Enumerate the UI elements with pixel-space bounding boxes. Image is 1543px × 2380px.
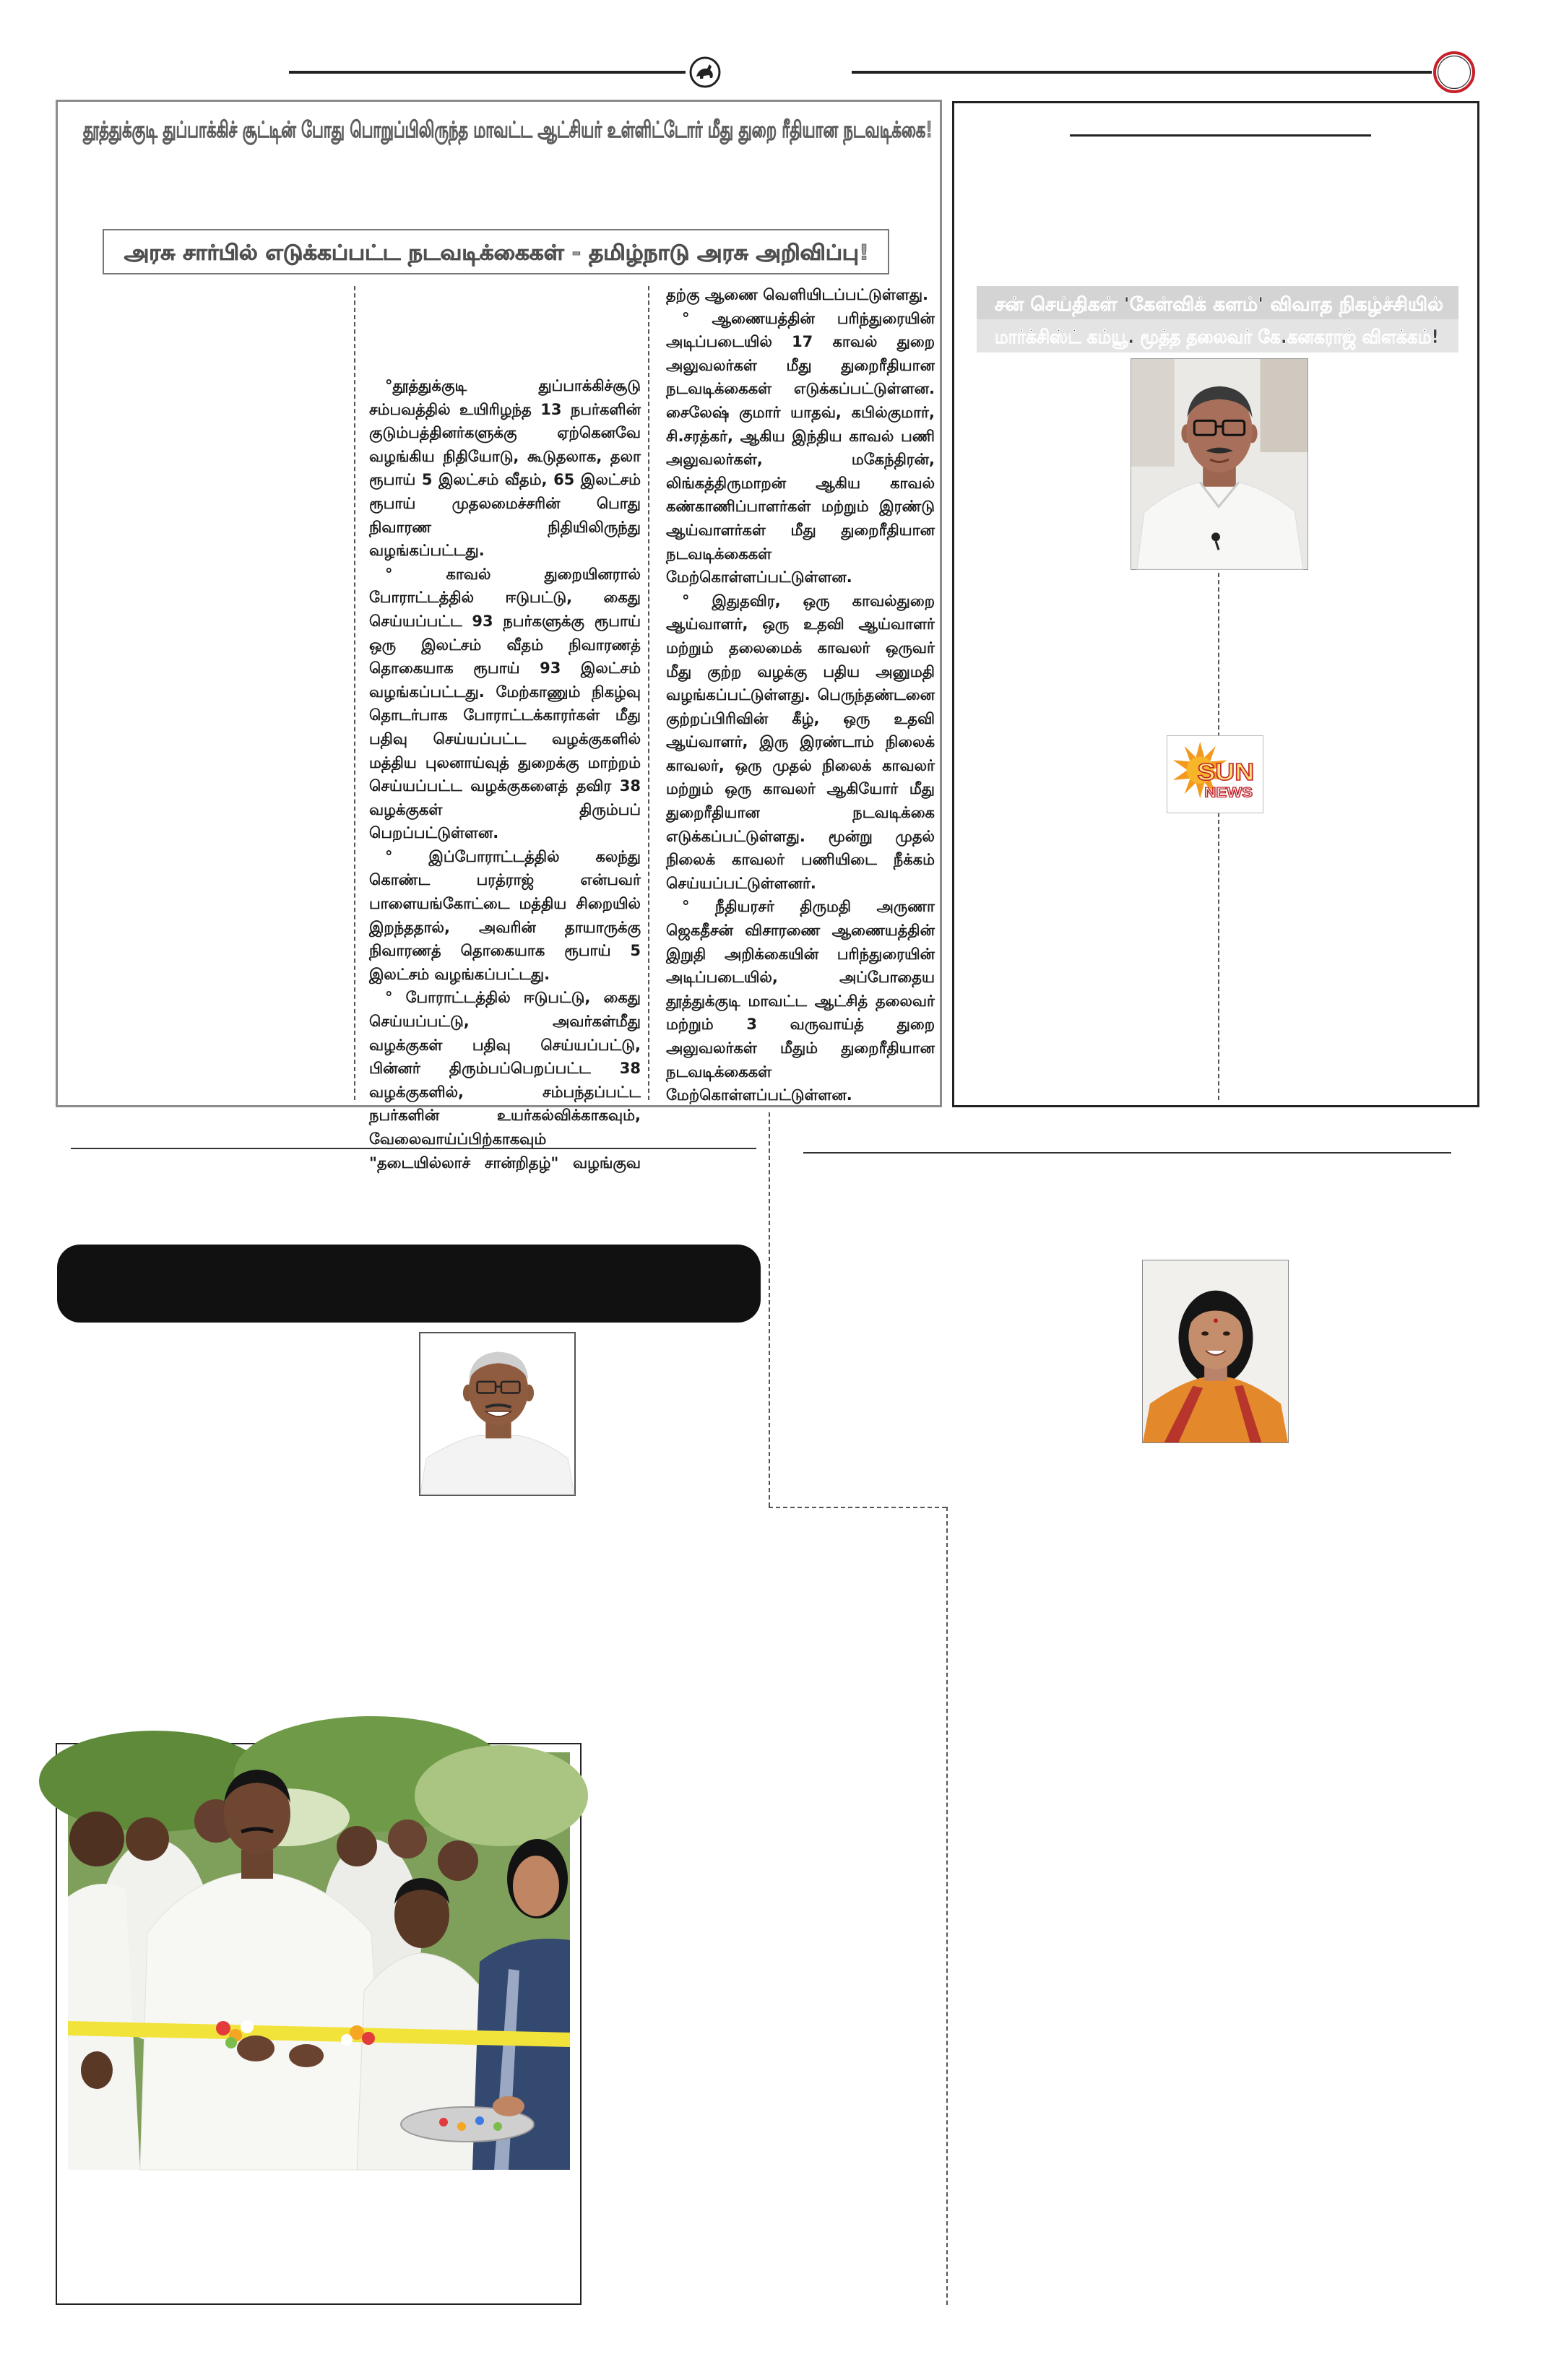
lead-headline xyxy=(81,112,1334,145)
section-rule-right xyxy=(803,1152,1451,1154)
article-paragraph: ° போராட்டத்தில் ஈடுபட்டு, கைது செய்யப்பட்டு, அவர்கள்மீது வழக்குகள் பதிவு செய்யப்பட்டு, பின்னர் திரும்பப்பெறப்பட்ட 38 வழக்குகளில், சம்பந்தப்பட்ட நபர்களின் உயர்கல்விக்காகவும், வேலைவாய்ப்பிற்காகவும் "தடையில்லாச் சான்றிதழ்" வழங்குவ xyxy=(369,989,641,1172)
column-divider xyxy=(354,286,355,1100)
article-paragraph: ° இதுதவிர, ஒரு காவல்துறை ஆய்வாளர், ஒரு உதவி ஆய்வாளர் மற்றும் தலைமைக் காவலர் ஒருவர் மீது குற்ற வழக்கு பதிய அனுமதி வழங்கப்பட்டுள்ளது. பெருந்தண்டனை குற்றப்பிரிவின் கீழ், ஒரு உதவி ஆய்வாளர், இரு இரண்டாம் நிலைக் காவலர், ஒரு முதல் நிலைக் காவலர் மற்றும் ஒரு காவலர் ஆகியோர் மீது துறைரீதியான நடவடிக்கை எடுக்கப்பட்டுள்ளது. மூன்று முதல் நிலைக் காவலர் பணியிடை நீக்கம் செய்யப்பட்டுள்ளனர். xyxy=(666,592,935,892)
lead-story-column-3 xyxy=(666,283,935,1104)
column-divider xyxy=(769,1507,946,1508)
speaker-photo xyxy=(1131,358,1308,570)
article-paragraph: ° ஆணையத்தின் பரிந்துரையின் அடிப்படையில் 17 காவல் துறை அலுவலர்கள் மீது துறைரீதியான நடவடிக்கைகள் எடுக்கப்பட்டுள்ளன. சைலேஷ் குமார் யாதவ், கபில்குமார், சி.சரத்கர், ஆகிய இந்திய காவல் பணி அலுவலர்கள், மகேந்திரன், லிங்கத்திருமாறன் ஆகிய காவல் கண்காணிப்பாளர்கள் மற்றும் இரண்டு ஆய்வாளர்கள் மீது துறைரீதியான நடவடிக்கைகள் மேற்கொள்ளப்பட்டுள்ளன. xyxy=(666,309,935,587)
logo-line-2: NEWS xyxy=(1204,784,1253,801)
article-paragraph: ° காவல் துறையினரால் போராட்டத்தில் ஈடுபட்டு, கைது செய்யப்பட்ட 93 நபர்களுக்கு ரூபாய் ஒரு இலட்சம் வீதம் நிவாரணத் தொகையாக ரூபாய் 93 இலட்சம் வழங்கப்பட்டது. மேற்காணும் நிகழ்வு தொடர்பாக போராட்டக்காரர்கள் மீது பதிவு செய்யப்பட்ட வழக்குகளில் மத்திய புலனாய்வுத் துறைக்கு மாற்றம் செய்யப்பட்ட வழக்குகளைத் தவிர 38 வழக்குகள் திரும்பப் பெறப்பட்டுள்ளன. xyxy=(369,565,641,842)
sidebar-top-rule xyxy=(1070,134,1371,137)
column-divider xyxy=(648,286,649,1100)
person-photo xyxy=(419,1332,576,1496)
column-divider xyxy=(1218,573,1219,1100)
person-photo xyxy=(1142,1260,1289,1443)
banner-line-2: மார்க்சிஸ்ட் கம்யூ. மூத்த தலைவர் கே.கனகராஜ் விளக்கம்! xyxy=(995,326,1492,348)
lead-subheading-box xyxy=(103,229,889,274)
logo-line-1: SUN xyxy=(1197,758,1255,786)
column-divider xyxy=(769,1112,770,1507)
circle-icon xyxy=(1432,51,1476,94)
article-paragraph: °தூத்துக்குடி துப்பாக்கிச்சூடு சம்பவத்தில் உயிரிழந்த 13 நபர்களின் குடும்பத்தினர்களுக்கு ஏற்கெனவே வழங்கிய நிதியோடு, கூடுதலாக, தலா ரூபாய் 5 இலட்சம் வீதம், 65 இலட்சம் ரூபாய் முதலமைச்சரின் பொது நிவாரண நிதியிலிருந்து வழங்கப்பட்டது. xyxy=(369,377,641,560)
masthead-rule-left xyxy=(289,71,686,74)
column-divider xyxy=(946,1507,948,2305)
masthead-emblem-icon xyxy=(688,56,722,89)
lead-story-column-2 xyxy=(369,374,641,1172)
article-paragraph: ° இப்போராட்டத்தில் கலந்து கொண்ட பரத்ராஜ் என்பவர் பாளையங்கோட்டை மத்திய சிறையில் இறந்ததால், அவரின் தாயாருக்கு நிவாரணத் தொகையாக ரூபாய் 5 இலட்சம் வழங்கப்பட்டது. xyxy=(369,847,641,983)
lead-headline-text: தூத்துக்குடி துப்பாக்கிச் சூட்டின் போது பொறுப்பிலிருந்த மாவட்ட ஆட்சியர் உள்ளிட்டோர் மீது துறை ரீதியான நடவடிக்கை! xyxy=(83,117,1334,143)
lead-subheading-text: அரசு சார்பில் எடுக்கப்பட்ட நடவடிக்கைகள் - தமிழ்நாடு அரசு அறிவிப்பு! xyxy=(124,241,868,266)
article-paragraph: தற்கு ஆணை வெளியிடப்பட்டுள்ளது. xyxy=(666,286,929,303)
masthead-rule-right xyxy=(852,71,1432,74)
article-paragraph: ° நீதியரசர் திருமதி அருணா ஜெகதீசன் விசாரணை ஆணையத்தின் இறுதி அறிக்கையின் பரிந்துரையின் அடிப்படையில், அப்போதைய தூத்துக்குடி மாவட்ட ஆட்சித் தலைவர் மற்றும் 3 வருவாய்த் துறை அலுவலர்கள் மீதும் துறைரீதியான நடவடிக்கைகள் மேற்கொள்ளப்பட்டுள்ளன. xyxy=(666,898,935,1104)
section-title-bar xyxy=(57,1245,761,1323)
sun-news-logo xyxy=(1167,735,1263,813)
ribbon-cutting-photo xyxy=(68,1752,570,2170)
section-rule-left xyxy=(71,1148,756,1149)
sidebar-banner xyxy=(977,286,1492,352)
banner-line-1: சன் செய்திகள் 'கேள்விக் களம்' விவாத நிகழ்ச்சியில் xyxy=(995,294,1437,316)
sidebar-story-box xyxy=(952,101,1492,1107)
